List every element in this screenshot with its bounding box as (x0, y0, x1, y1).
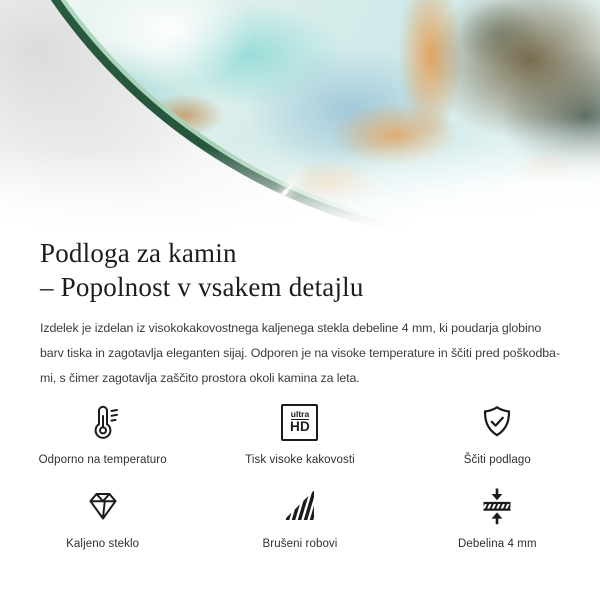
title-line-1: Podloga za kamin (40, 238, 237, 268)
features-grid (4, 400, 596, 550)
feature-thickness (399, 484, 596, 550)
feature-label: Odporno na temperaturo (38, 454, 167, 466)
description-line: barv tiska in zagotavlja eleganten sijaj. Odporen je na visoke temperature in ščiti pred poškodba- (40, 346, 560, 360)
title-line-2: – Popolnost v vsakem detajlu (40, 272, 364, 302)
beveled-edges-icon (280, 484, 320, 528)
feature-label: Brušeni robovi (262, 538, 338, 550)
feature-tempered-glass (4, 484, 201, 550)
ultra-hd-icon (281, 400, 318, 444)
text-content (40, 236, 560, 391)
image-fade-overlay (0, 0, 600, 236)
page-title (40, 236, 560, 304)
feature-print-quality (201, 400, 398, 466)
ultra-hd-icon-text: HD (290, 419, 310, 435)
thickness-icon (477, 484, 517, 528)
feature-temperature (4, 400, 201, 466)
feature-label: Debelina 4 mm (458, 538, 537, 550)
ultra-hd-icon-text: ultra (290, 408, 310, 419)
feature-label: Ščiti podlago (463, 454, 531, 466)
feature-polished-edges (201, 484, 398, 550)
shield-check-icon (477, 400, 517, 444)
description-line: Izdelek je izdelan iz visokokakovostnega kaljenega stekla debeline 4 mm, ki poudarja globino (40, 321, 542, 335)
product-description (40, 316, 560, 391)
feature-protection (399, 400, 596, 466)
thermometer-icon (83, 400, 123, 444)
product-image (0, 0, 600, 236)
feature-label: Kaljeno steklo (66, 538, 140, 550)
description-line: mi, s čimer zagotavlja zaščito prostora okoli kamina za leta. (40, 371, 360, 385)
feature-label: Tisk visoke kakovosti (245, 454, 355, 466)
diamond-icon (83, 484, 123, 528)
